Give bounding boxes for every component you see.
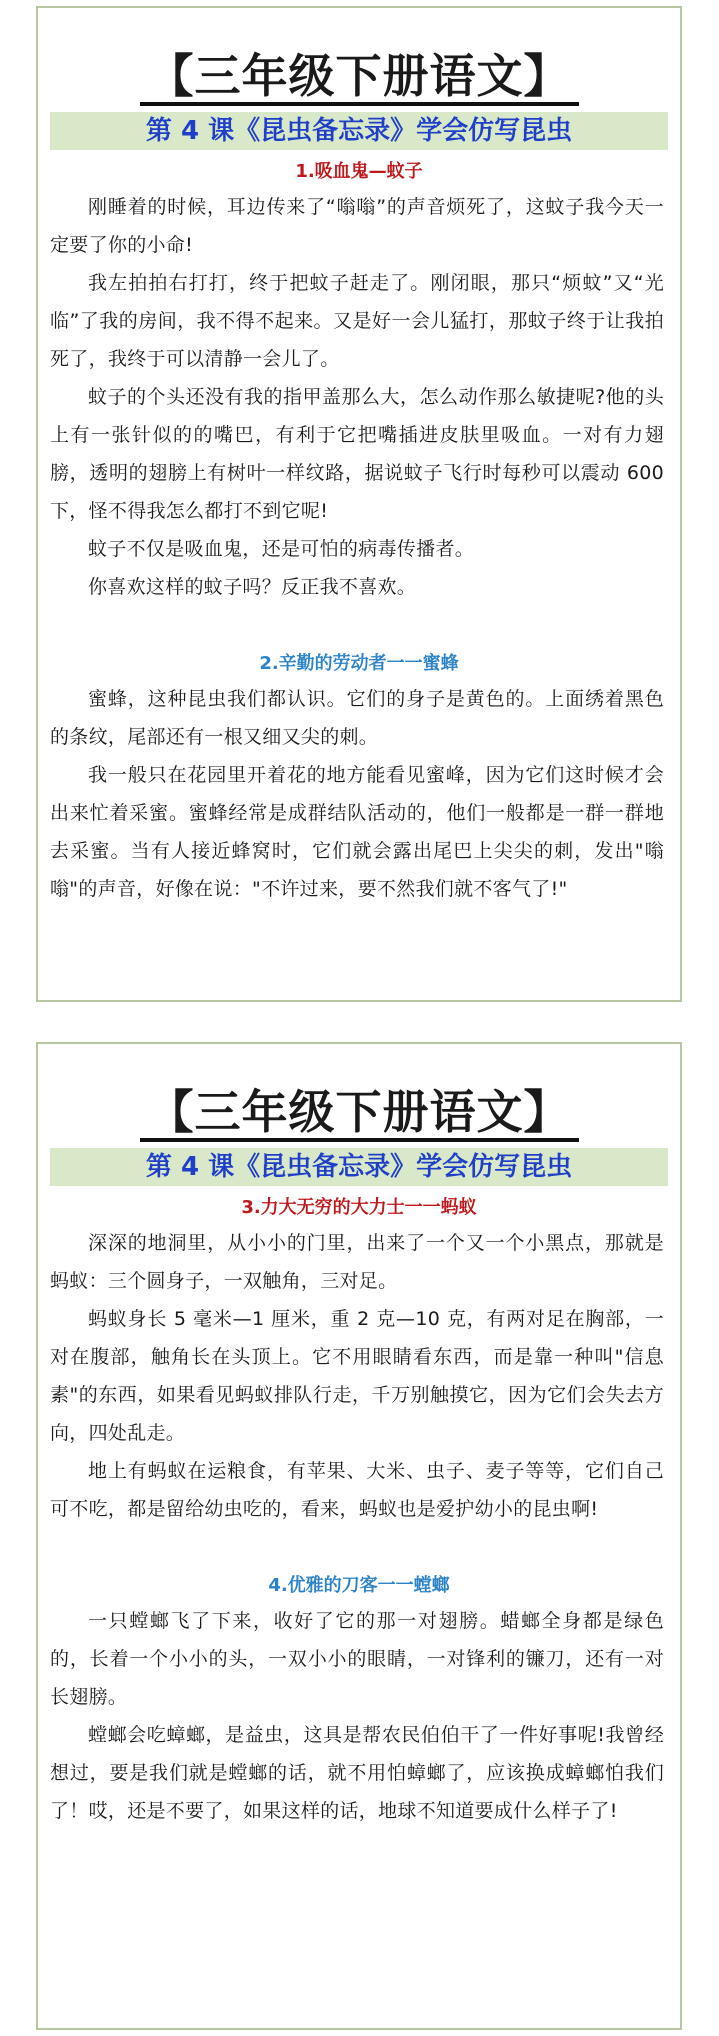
page-title: 【三年级下册语文】	[38, 48, 680, 106]
section-heading-bee: 2.辛勤的劳动者一一蜜蜂	[259, 653, 459, 674]
paragraph: 刚睡着的时候，耳边传来了“嗡嗡”的声音烦死了，这蚊子我今天一定要了你的小命!	[50, 196, 664, 256]
paragraph: 蚊子的个头还没有我的指甲盖那么大，怎么动作那么敏捷呢?他的头上有一张针似的的嘴巴，有利于它把嘴插进皮肤里吸血。一对有力翅膀，透明的翅膀上有树叶一样纹路，据说蚊子飞行时每秒可以震动 600 下，怪不得我怎么都打不到它呢!	[50, 386, 664, 522]
paragraph: 蜜蜂，这种昆虫我们都认识。它们的身子是黄色的。上面绣着黑色的条纹，尾部还有一根又细又尖的刺。	[50, 688, 664, 748]
section-heading-mantis: 4.优雅的刀客一一螳螂	[268, 1575, 450, 1596]
section-heading-ant: 3.力大无穷的大力士一一蚂蚁	[241, 1197, 477, 1218]
section-heading-mosquito: 1.吸血鬼—蚊子	[295, 161, 423, 182]
page-title: 【三年级下册语文】	[38, 1084, 680, 1142]
paragraph: 蚊子不仅是吸血鬼，还是可怕的病毒传播者。	[88, 538, 475, 560]
lesson-subtitle: 第 4 课《昆虫备忘录》学会仿写昆虫	[50, 1148, 668, 1186]
paragraph: 我一般只在花园里开着花的地方能看见蜜峰，因为它们这时候才会出来忙着采蜜。蜜蜂经常是成群结队活动的，他们一般都是一群一群地去采蜜。当有人接近蜂窝时，它们就会露出尾巴上尖尖的刺，发出"嗡嗡"的声音，好像在说："不许过来，要不然我们就不客气了!"	[50, 764, 664, 900]
paragraph: 一只螳螂飞了下来，收好了它的那一对翅膀。蜡螂全身都是绿色的，长着一个小小的头，一双小小的眼睛，一对锋利的镰刀，还有一对长翅膀。	[50, 1610, 664, 1708]
paragraph: 螳螂会吃蟑螂，是益虫，这具是帮农民伯伯干了一件好事呢!我曾经想过，要是我们就是螳螂的话，就不用怕蟑螂了，应该换成蟑螂怕我们了！哎，还是不要了，如果这样的话，地球不知道要成什么样子了!	[50, 1724, 664, 1822]
paragraph: 蚂蚁身长 5 毫米—1 厘米，重 2 克—10 克，有两对足在胸部，一对在腹部，触角长在头顶上。它不用眼睛看东西，而是靠一种叫"信息素"的东西，如果看见蚂蚁排队行走，千万别触摸它，因为它们会失去方向，四处乱走。	[50, 1308, 664, 1444]
lesson-subtitle: 第 4 课《昆虫备忘录》学会仿写昆虫	[50, 112, 668, 150]
paragraph: 你喜欢这样的蚊子吗？反正我不喜欢。	[88, 576, 417, 598]
paragraph: 我左拍拍右打打，终于把蚊子赶走了。刚闭眼，那只“烦蚊”又“光临”了我的房间，我不得不起来。又是好一会儿猛打，那蚊子终于让我拍死了，我终于可以清静一会儿了。	[50, 272, 664, 370]
paragraph: 深深的地洞里，从小小的门里，出来了一个又一个小黑点，那就是蚂蚁：三个圆身子，一双触角，三对足。	[50, 1232, 664, 1292]
paragraph: 地上有蚂蚁在运粮食，有苹果、大米、虫子、麦子等等，它们自己可不吃，都是留给幼虫吃的，看来，蚂蚁也是爱护幼小的昆虫啊!	[50, 1460, 664, 1520]
worksheet-card-1	[36, 6, 682, 1002]
worksheet-card-2	[36, 1042, 682, 2030]
